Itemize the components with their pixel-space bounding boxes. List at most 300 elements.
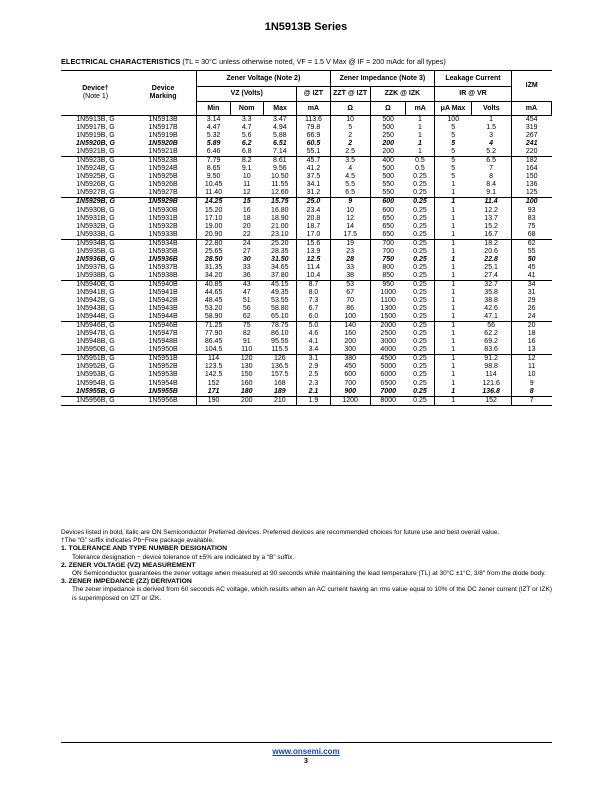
- table-cell: 1500: [370, 313, 406, 322]
- table-cell: 55: [511, 248, 551, 256]
- table-cell: 0.25: [413, 255, 427, 263]
- table-cell: 5: [330, 124, 370, 132]
- table-cell: 114: [197, 355, 230, 364]
- table-cell: 58.80: [271, 305, 289, 313]
- table-cell: 1N5940B, G: [61, 280, 130, 289]
- table-row: [61, 330, 552, 338]
- table-cell: 22: [242, 230, 251, 238]
- col-nom: Nom: [230, 102, 263, 116]
- table-cell: 53.20: [197, 305, 230, 313]
- table-cell: 171: [197, 388, 230, 397]
- table-cell: 168: [273, 379, 286, 387]
- table-cell: 2.5: [297, 371, 330, 379]
- table-cell: 550: [370, 189, 406, 198]
- table-cell: 600: [330, 371, 370, 379]
- table-cell: 5.32: [197, 132, 230, 140]
- table-cell: 1N5937B: [148, 263, 178, 271]
- table-row: [61, 380, 552, 388]
- table-cell: 1: [406, 116, 435, 125]
- table-cell: 1N5954B, G: [76, 379, 115, 387]
- col-zzk: ZZK @ IZK: [370, 87, 434, 102]
- table-cell: 2500: [370, 330, 406, 338]
- table-cell: 157.5: [271, 371, 289, 379]
- table-cell: 78.75: [263, 322, 296, 331]
- table-row: [61, 305, 552, 313]
- table-cell: 12: [511, 355, 551, 364]
- table-cell: 1N5935B: [148, 247, 178, 255]
- table-cell: 49.35: [271, 289, 289, 296]
- table-cell: 12.60: [271, 189, 289, 197]
- table-cell: 50: [511, 256, 551, 264]
- table-cell: 7000: [370, 388, 406, 397]
- col-ma3: mA: [511, 102, 551, 116]
- table-cell: 1N5926B, G: [76, 181, 115, 189]
- table-cell: 241: [511, 140, 551, 148]
- table-cell: 93: [511, 207, 551, 215]
- table-cell: 104.5: [197, 346, 230, 355]
- table-cell: 1: [435, 346, 472, 355]
- table-cell: 4.47: [197, 124, 230, 132]
- table-cell: 1N5924B: [148, 165, 178, 173]
- table-cell: 160: [330, 330, 370, 338]
- note-3-title: 3. ZENER IMPEDANCE (ZZ) DERIVATION: [61, 578, 192, 586]
- table-cell: 1N5931B, G: [76, 214, 115, 222]
- table-row: [61, 322, 552, 331]
- table-cell: 1: [435, 181, 472, 189]
- table-cell: 9: [330, 198, 370, 207]
- table-cell: 20.8: [297, 215, 330, 223]
- table-cell: 0.25: [413, 363, 427, 371]
- table-cell: 18: [242, 214, 251, 222]
- table-cell: 1N5940B: [130, 280, 197, 289]
- table-cell: 1N5943B: [148, 305, 178, 313]
- table-cell: 0.25: [406, 239, 435, 248]
- col-max: Max: [263, 102, 296, 116]
- col-ma2: mA: [406, 102, 435, 116]
- table-cell: 1N5920B: [148, 140, 178, 148]
- table-cell: 23.10: [271, 230, 289, 238]
- col-ohm2: Ω: [370, 102, 406, 116]
- table-cell: 6.8: [241, 148, 252, 156]
- note-1-title: 1. TOLERANCE AND TYPE NUMBER DESIGNATION: [61, 545, 228, 553]
- table-cell: 8: [511, 388, 551, 397]
- table-cell: 21.00: [271, 222, 289, 230]
- table-cell: 1100: [370, 297, 406, 305]
- table-row: [61, 338, 552, 346]
- table-cell: 1N5950B, G: [76, 346, 115, 354]
- table-cell: 22.8: [484, 255, 498, 263]
- table-cell: 62: [242, 313, 251, 321]
- table-cell: 27: [242, 247, 251, 255]
- table-cell: 3.4: [297, 346, 330, 355]
- table-cell: 41: [511, 272, 551, 281]
- col-device: Device† (Note 1): [61, 71, 130, 116]
- table-cell: 1N5953B, G: [76, 371, 115, 379]
- table-cell: 1N5917B: [148, 124, 178, 132]
- table-cell: 32.7: [471, 280, 511, 289]
- table-cell: 1N5937B, G: [76, 263, 115, 271]
- table-cell: 1: [435, 297, 472, 305]
- table-cell: 1N5948B: [148, 338, 178, 346]
- table-cell: 1N5948B, G: [76, 338, 115, 346]
- table-row: [61, 181, 552, 189]
- note-2-text: ON Semiconductor guarantees the zener voltage when measured at 90 seconds while maintaining the lead temperature (TL) at 30°C ±1°C, 3/8″ from the diode body.: [72, 570, 546, 578]
- table-cell: 67: [330, 289, 370, 297]
- table-cell: 79.8: [297, 124, 330, 132]
- table-cell: 5: [435, 148, 472, 157]
- table-cell: 152: [197, 380, 230, 388]
- table-cell: 31: [511, 289, 551, 297]
- table-cell: 126: [263, 355, 296, 364]
- table-cell: 120: [230, 355, 263, 364]
- table-cell: 1: [435, 330, 472, 338]
- table-cell: 182: [511, 157, 551, 166]
- table-cell: 69.2: [484, 338, 498, 346]
- table-cell: 3.3: [230, 116, 263, 125]
- table-cell: 400: [370, 157, 406, 166]
- table-cell: 12: [242, 189, 251, 197]
- table-cell: 1N5927B, G: [76, 189, 115, 197]
- table-cell: 9.56: [273, 165, 287, 173]
- table-row: [61, 355, 552, 364]
- table-cell: 700: [370, 248, 406, 256]
- table-cell: 9.1: [486, 189, 496, 197]
- table-cell: 55.1: [297, 148, 330, 157]
- table-cell: 136.8: [482, 387, 500, 395]
- page-title: 1N5913B Series: [264, 21, 348, 33]
- table-cell: 140: [330, 322, 370, 331]
- table-cell: 136.5: [271, 363, 289, 371]
- table-cell: 48.45: [197, 297, 230, 305]
- table-cell: 1200: [330, 396, 370, 405]
- table-cell: 75: [230, 322, 263, 331]
- table-cell: 1N5913B: [130, 116, 197, 125]
- table-cell: 600: [370, 198, 406, 207]
- table-cell: 5000: [370, 363, 406, 371]
- table-cell: 1N5951B: [130, 355, 197, 364]
- table-cell: 16: [242, 206, 251, 214]
- table-cell: 1: [418, 140, 422, 148]
- table-cell: 1.5: [486, 124, 496, 132]
- table-cell: 125: [511, 189, 551, 198]
- table-cell: 4.94: [273, 124, 287, 132]
- table-cell: 53: [330, 280, 370, 289]
- table-cell: 0.25: [413, 297, 427, 305]
- table-cell: 4.6: [297, 330, 330, 338]
- table-body: [61, 116, 552, 406]
- table-cell: 0.25: [413, 271, 427, 279]
- table-row: [61, 396, 552, 405]
- table-cell: 1: [435, 264, 472, 272]
- table-cell: 4.5: [330, 173, 370, 181]
- table-cell: 1N5921B: [148, 148, 178, 156]
- table-cell: 0.25: [413, 189, 427, 197]
- table-cell: 1N5936B: [148, 255, 178, 263]
- table-cell: 1: [435, 248, 472, 256]
- table-row: [61, 140, 552, 148]
- table-row: [61, 248, 552, 256]
- table-cell: 1N5947B, G: [76, 330, 115, 338]
- table-cell: 12.2: [484, 206, 498, 214]
- table-cell: 0.25: [413, 338, 427, 346]
- table-cell: 14.25: [197, 198, 230, 207]
- table-cell: 1: [435, 231, 472, 240]
- table-cell: 5: [435, 124, 472, 132]
- table-cell: 650: [370, 223, 406, 231]
- table-cell: 1: [435, 207, 472, 215]
- table-cell: 17.10: [197, 215, 230, 223]
- col-zzt: ZZT @ IZT: [330, 87, 370, 102]
- table-cell: 0.25: [413, 263, 427, 271]
- table-cell: 1N5946B: [130, 322, 197, 331]
- table-cell: 8.7: [297, 280, 330, 289]
- table-cell: 8.2: [230, 157, 263, 166]
- table-cell: 10: [330, 207, 370, 215]
- table-cell: 35.8: [484, 289, 498, 296]
- table-cell: 1N5938B, G: [76, 271, 115, 279]
- table-cell: 3.1: [297, 355, 330, 364]
- table-cell: 75: [511, 223, 551, 231]
- table-cell: 45.15: [263, 280, 296, 289]
- table-cell: 13.9: [297, 248, 330, 256]
- section-heading: ELECTRICAL CHARACTERISTICS: [61, 57, 181, 66]
- table-cell: 5.0: [297, 322, 330, 331]
- table-cell: 121.6: [482, 379, 500, 387]
- table-cell: 20.90: [197, 231, 230, 240]
- table-cell: 23: [330, 248, 370, 256]
- table-cell: 31.35: [197, 264, 230, 272]
- table-cell: 3000: [370, 338, 406, 346]
- table-cell: 100: [435, 116, 472, 125]
- footer-rule: [61, 742, 552, 743]
- table-cell: 142.5: [197, 371, 230, 379]
- table-cell: 1: [435, 223, 472, 231]
- table-row: [61, 346, 552, 355]
- table-cell: 25.20: [263, 239, 296, 248]
- table-cell: 450: [330, 363, 370, 371]
- table-cell: 34.1: [297, 181, 330, 189]
- table-cell: 1N5930B, G: [76, 206, 115, 214]
- table-cell: 56: [471, 322, 511, 331]
- table-cell: 15: [230, 198, 263, 207]
- note-3-text: The zener impedance is derived from 60 seconds AC voltage, which results when an AC current having an rms value equal to 10% of the DC zener current (IZT or IZK) is superimposed on IZT or IZK.: [72, 586, 553, 602]
- table-cell: 4: [330, 165, 370, 173]
- table-cell: 1: [435, 380, 472, 388]
- table-cell: 13.7: [484, 214, 498, 222]
- table-row: [61, 148, 552, 157]
- table-cell: 152: [471, 396, 511, 405]
- table-cell: 220: [511, 148, 551, 157]
- note-1-text: Tolerance designation − device tolerance of ±5% are indicated by a “B” suffix.: [72, 553, 295, 561]
- table-cell: 10.45: [197, 181, 230, 189]
- table-cell: 10: [242, 173, 251, 181]
- table-cell: 3: [489, 132, 494, 140]
- table-cell: 34.20: [197, 272, 230, 281]
- table-cell: 5: [435, 157, 472, 166]
- table-cell: 83.6: [484, 346, 498, 354]
- table-cell: 500: [370, 165, 406, 173]
- table-cell: 11.4: [471, 198, 511, 207]
- table-cell: 36: [242, 271, 251, 279]
- table-cell: 20: [511, 322, 551, 331]
- table-cell: 1N5955B, G: [76, 387, 115, 395]
- table-cell: 1: [418, 124, 422, 132]
- table-cell: 33: [330, 264, 370, 272]
- table-cell: 28: [330, 256, 370, 264]
- table-cell: 16.80: [271, 206, 289, 214]
- table-cell: 1N5923B, G: [61, 157, 130, 166]
- table-cell: 23.4: [297, 207, 330, 215]
- table-row: [61, 363, 552, 371]
- table-cell: 1N5944B, G: [76, 313, 115, 321]
- table-cell: 17.0: [297, 231, 330, 240]
- table-cell: 1: [435, 322, 472, 331]
- table-cell: 28.50: [197, 256, 230, 264]
- table-cell: 1: [435, 355, 472, 364]
- table-cell: 2.9: [297, 363, 330, 371]
- table-cell: 650: [370, 215, 406, 223]
- table-cell: 51: [242, 297, 251, 305]
- table-cell: 1: [435, 363, 472, 371]
- table-cell: 14: [330, 223, 370, 231]
- col-ma: mA: [297, 102, 330, 116]
- table-row: [61, 198, 552, 207]
- table-cell: 11: [511, 363, 551, 371]
- table-cell: 4.1: [297, 338, 330, 346]
- table-cell: 9: [511, 380, 551, 388]
- table-cell: 37.5: [297, 173, 330, 181]
- table-cell: 0.25: [413, 181, 427, 189]
- table-cell: 18.90: [271, 214, 289, 222]
- table-cell: 1N5932B, G: [76, 222, 115, 230]
- table-cell: 800: [370, 264, 406, 272]
- table-cell: 150: [511, 173, 551, 181]
- table-cell: 38.8: [484, 297, 498, 305]
- table-cell: 300: [330, 346, 370, 355]
- table-cell: 850: [370, 272, 406, 281]
- table-cell: 29: [511, 297, 551, 305]
- table-cell: 1N5923B: [130, 157, 197, 166]
- table-cell: 1: [435, 256, 472, 264]
- table-cell: 20: [242, 222, 251, 230]
- table-cell: 5: [435, 165, 472, 173]
- table-cell: 1N5935B, G: [76, 247, 115, 255]
- table-cell: 0.25: [413, 387, 427, 395]
- table-cell: 1N5932B: [148, 222, 178, 230]
- table-cell: 700: [370, 239, 406, 248]
- table-cell: 19.00: [197, 223, 230, 231]
- table-cell: 10: [511, 371, 551, 379]
- table-cell: 16: [511, 338, 551, 346]
- section-title: [61, 57, 446, 66]
- table-cell: 130: [240, 363, 253, 371]
- table-cell: 1: [435, 305, 472, 313]
- table-cell: 27.4: [484, 271, 498, 279]
- table-cell: 20.6: [484, 247, 498, 255]
- table-cell: 11: [243, 181, 251, 189]
- table-cell: 15.75: [263, 198, 296, 207]
- col-marking: Device Marking: [130, 71, 197, 116]
- table-cell: 24: [230, 239, 263, 248]
- table-cell: 6.5: [471, 157, 511, 166]
- table-cell: 2: [330, 140, 370, 148]
- table-cell: 22.80: [197, 239, 230, 248]
- table-cell: 1N5913B, G: [61, 116, 130, 125]
- table-cell: 200: [370, 140, 406, 148]
- table-cell: 0.25: [413, 230, 427, 238]
- table-cell: 8.65: [197, 165, 230, 173]
- table-cell: 65.10: [271, 313, 289, 321]
- table-cell: 12.5: [297, 256, 330, 264]
- table-cell: 1000: [370, 289, 406, 297]
- table-cell: 86.10: [271, 330, 289, 338]
- table-cell: 86: [330, 305, 370, 313]
- table-cell: 1: [435, 198, 472, 207]
- table-cell: 0.25: [413, 371, 427, 379]
- table-cell: 10.4: [297, 272, 330, 281]
- table-cell: 1: [435, 272, 472, 281]
- table-cell: 8: [489, 173, 494, 181]
- table-row: [61, 264, 552, 272]
- table-cell: 34: [511, 280, 551, 289]
- table-cell: 13: [511, 346, 551, 355]
- table-cell: 0.25: [413, 206, 427, 214]
- note-preferred: Devices listed in bold, italic are ON Semiconductor Preferred devices. Preferred devices are recommended choices for future use and best overall value.: [61, 529, 500, 536]
- table-cell: 1N5930B: [148, 206, 178, 214]
- table-cell: 0.25: [413, 214, 427, 222]
- table-cell: 5.89: [197, 140, 230, 148]
- col-ohm: Ω: [330, 102, 370, 116]
- table-cell: 4.7: [241, 124, 252, 132]
- table-cell: 1N5941B: [148, 289, 178, 296]
- table-cell: 25.0: [297, 198, 330, 207]
- table-cell: 1N5942B: [148, 297, 178, 305]
- table-cell: 164: [511, 165, 551, 173]
- table-cell: 42.6: [484, 305, 498, 313]
- table-cell: 45.7: [297, 157, 330, 166]
- table-cell: 31.50: [271, 255, 289, 263]
- table-cell: 11.40: [197, 189, 230, 198]
- table-cell: 113.6: [297, 116, 330, 125]
- table-cell: 66.9: [297, 132, 330, 140]
- table-cell: 750: [370, 256, 406, 264]
- table-cell: 41.2: [297, 165, 330, 173]
- table-row: [61, 132, 552, 140]
- table-cell: 82: [242, 330, 251, 338]
- col-zener-impedance: Zener Impedance (Note 3): [330, 71, 435, 87]
- page-number: 3: [304, 758, 308, 765]
- table-cell: 0.25: [406, 280, 435, 289]
- table-cell: 5.5: [330, 181, 370, 189]
- table-cell: 1: [435, 189, 472, 198]
- table-cell: 15.2: [484, 222, 498, 230]
- table-cell: 1N5917B, G: [76, 124, 115, 132]
- table-cell: 0.25: [406, 198, 435, 207]
- table-cell: 650: [370, 231, 406, 240]
- table-cell: 950: [370, 280, 406, 289]
- col-izm: IZM: [511, 71, 551, 102]
- col-zener-voltage: Zener Voltage (Note 2): [197, 71, 330, 87]
- table-cell: 1N5927B: [148, 189, 178, 197]
- footer-link[interactable]: www.onsemi.com: [272, 747, 340, 756]
- table-cell: 123.5: [197, 363, 230, 371]
- table-cell: 319: [511, 124, 551, 132]
- table-cell: 8.61: [263, 157, 296, 166]
- table-cell: 1N5919B, G: [76, 132, 115, 140]
- table-cell: 1N5947B: [148, 330, 178, 338]
- table-cell: 12: [330, 215, 370, 223]
- table-cell: 180: [240, 387, 253, 395]
